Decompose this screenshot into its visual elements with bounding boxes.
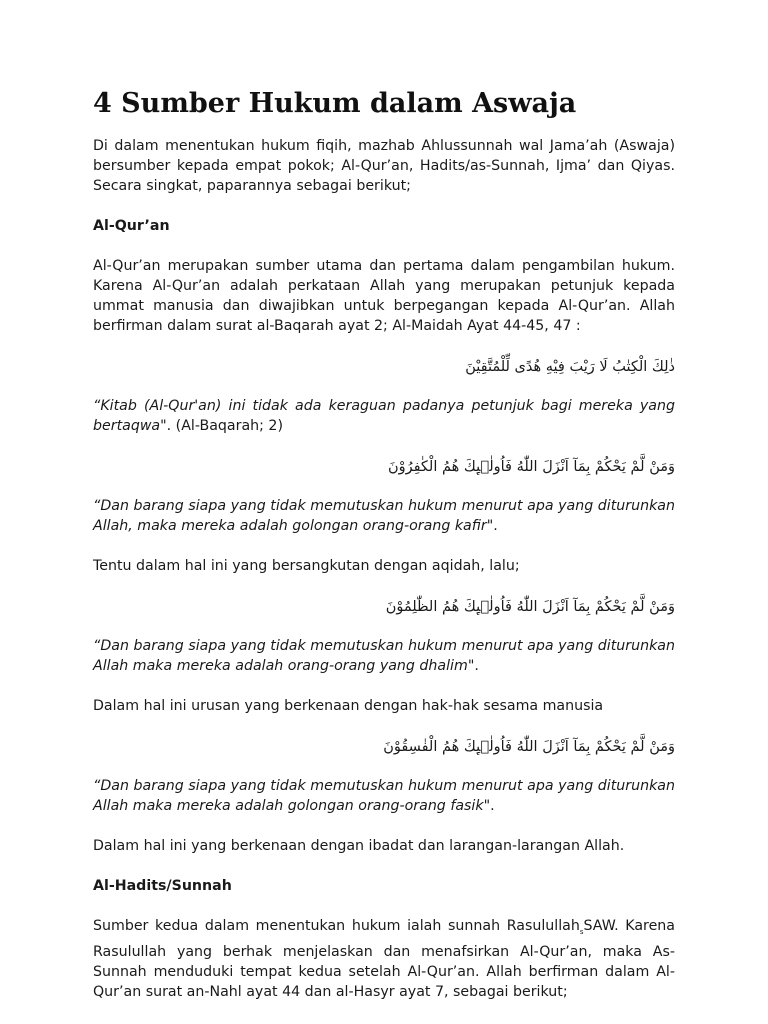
text-ibadat: Dalam hal ini yang berkenaan dengan ibadat dan larangan-larangan Allah.	[93, 838, 625, 854]
intro-paragraph: Di dalam menentukan hukum fiqih, mazhab Ahlussunnah wal Jama’ah (Aswaja) bersumber kepada empat pokok; Al-Qur’an, Hadits/as-Sunnah, Ijma’ dan Qiyas. Secara singkat, paparannya sebagai berikut;	[93, 138, 675, 194]
hadits-paragraph-start: Sumber kedua dalam menentukan hukum ialah sunnah Rasulullah	[93, 918, 580, 934]
hadits-paragraph-sub: s	[579, 927, 584, 936]
quote-2	[93, 496, 675, 536]
quote-3	[93, 636, 675, 676]
quote-4-text: “Dan barang siapa yang tidak memutuskan hukum menurut apa yang diturunkan Allah maka mereka adalah golongan orang-orang fasik	[93, 778, 675, 814]
page-title: 4 Sumber Hukum dalam Aswaja	[93, 88, 577, 119]
section-heading-al-quran: Al-Qur’an	[93, 218, 170, 234]
quote-1-tail: ". (Al-Baqarah; 2)	[160, 418, 283, 434]
document-page	[93, 86, 675, 1022]
section-heading-hadits: Al-Hadits/Sunnah	[93, 878, 232, 894]
arabic-verse-4: وَمَنْ لَّمْ يَحْكُمْ بِمَآ اَنْزَلَ اللّٰهُ فَاُولٰۤىِٕكَ هُمُ الْفٰسِقُوْنَ	[383, 739, 675, 755]
arabic-verse-3: وَمَنْ لَّمْ يَحْكُمْ بِمَآ اَنْزَلَ اللّٰهُ فَاُولٰۤىِٕكَ هُمُ الظّٰلِمُوْنَ	[385, 599, 675, 615]
quote-3-tail: ".	[467, 658, 479, 674]
arabic-verse-1: ذٰلِكَ الْكِتٰبُ لَا رَيْبَ فِيْهِ هُدًى لِّلْمُتَّقِيْنَ	[465, 359, 675, 375]
hadits-paragraph	[93, 916, 675, 1002]
hadits-paragraph-rest: SAW. Karena Rasulullah yang berhak menjelaskan dan menafsirkan Al-Qur’an, maka As-Sunnah menduduki tempat kedua setelah Al-Qur’an. Allah berfirman dalam Al-Qur’an surat an-Nahl ayat 44 dan al-Hasyr ayat 7, sebagai berikut;	[93, 918, 675, 1000]
quote-3-text: “Dan barang siapa yang tidak memutuskan hukum menurut apa yang diturunkan Allah maka mereka adalah orang-orang yang dhalim	[93, 638, 675, 674]
al-quran-paragraph: Al-Qur’an merupakan sumber utama dan pertama dalam pengambilan hukum. Karena Al-Qur’an adalah perkataan Allah yang merupakan petunjuk kepada ummat manusia dan diwajibkan untuk berpegangan kepada Al-Qur’an. Allah berfirman dalam surat al-Baqarah ayat 2; Al-Maidah Ayat 44-45, 47 :	[93, 258, 675, 334]
quote-1	[93, 396, 675, 436]
quote-4	[93, 776, 675, 816]
text-aqidah: Tentu dalam hal ini yang bersangkutan dengan aqidah, lalu;	[93, 558, 520, 574]
quote-1-text: “Kitab (Al-Qur'an) ini tidak ada keraguan padanya petunjuk bagi mereka yang bertaqwa	[93, 398, 675, 434]
quote-2-tail: ".	[486, 518, 498, 534]
quote-4-tail: ".	[483, 798, 495, 814]
quote-2-text: “Dan barang siapa yang tidak memutuskan hukum menurut apa yang diturunkan Allah, maka mereka adalah golongan orang-orang kafir	[93, 498, 675, 534]
arabic-verse-2: وَمَنْ لَّمْ يَحْكُمْ بِمَآ اَنْزَلَ اللّٰهُ فَاُولٰۤىِٕكَ هُمُ الْكٰفِرُوْنَ	[387, 459, 675, 475]
text-hak-manusia: Dalam hal ini urusan yang berkenaan dengan hak-hak sesama manusia	[93, 698, 604, 714]
